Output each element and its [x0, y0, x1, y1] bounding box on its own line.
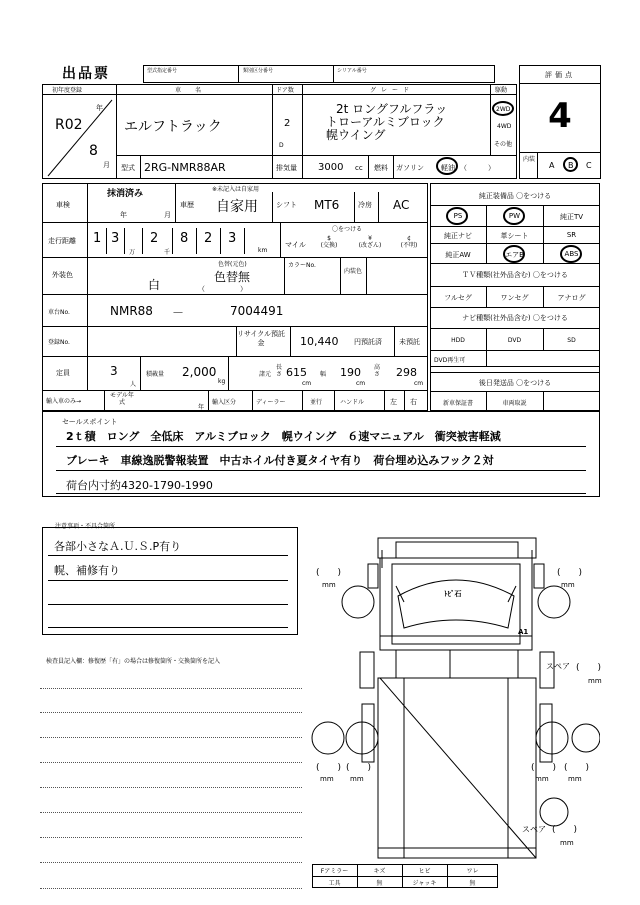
exterior-value: 白 — [148, 278, 161, 292]
mileage-sen: 千 — [164, 249, 171, 256]
mileage-digit-2: 3 — [111, 231, 120, 246]
repaint-label: 色替(元色) — [218, 261, 247, 268]
import-parallel: 並行 — [310, 399, 323, 406]
legend-jack: ジャッキ — [412, 880, 437, 887]
nav-title: ナビ種類(社外品含む) 〇をつける — [462, 314, 568, 322]
recycle-unpaid: 未預託 — [399, 338, 420, 346]
sales-label: セールスポイント — [62, 418, 118, 426]
width-label: 幅 — [320, 371, 327, 378]
class-label: 類別区分番号 — [243, 68, 274, 74]
repaint-value: 色替無 — [214, 270, 251, 284]
nav-dvd: DVD — [507, 337, 522, 344]
truck-diagram — [300, 528, 600, 868]
import-class-label: 輸入区分 — [212, 399, 237, 406]
rating-label: 評価点 — [545, 71, 575, 79]
spare-label-upper: スペア — [546, 662, 570, 671]
tv-title: ＴＶ種類(社外品含む) 〇をつける — [462, 271, 568, 279]
nav-sd: SD — [567, 337, 576, 344]
first-reg-year: R02 — [55, 117, 83, 133]
note-line-1: 各部小さなＡ.Ｕ.Ｓ.P有り — [54, 540, 182, 553]
interior-grade-c: C — [586, 161, 592, 170]
handle-right: 右 — [410, 398, 417, 406]
spare-mm-upper: mm — [588, 677, 602, 685]
vehicle-name: エルフトラック — [124, 119, 222, 135]
fuel-gasoline: ガソリン — [396, 164, 424, 172]
inspector-label: 検査員記入欄：修復歴「有」の場合は修復箇所・交換箇所を記入 — [46, 658, 221, 665]
chassis-dash: － — [172, 306, 185, 320]
legend-tools: 工具 — [328, 880, 341, 887]
tv-fullseg: フルセグ — [444, 294, 472, 302]
length-value: 615 — [286, 366, 307, 379]
mile-label: マイル — [285, 241, 306, 249]
mileage-digit-6: 3 — [228, 231, 237, 246]
height-label: 高さ — [374, 364, 381, 378]
inspection-status: 抹消済み — [107, 189, 144, 199]
drive-label: 駆動 — [495, 87, 508, 94]
rear-left-outer-mm: mm — [320, 775, 334, 783]
header-strip — [143, 65, 495, 83]
drive-other: その他 — [494, 141, 513, 148]
rear-right-outer-bracket: ( ) — [564, 763, 590, 773]
dvd-playback: DVD再生可 — [434, 357, 466, 364]
displacement-unit: cc — [355, 164, 363, 172]
shift-label: シフト — [276, 201, 297, 209]
mileage-digit-5: 2 — [204, 231, 213, 246]
name-label: 車名 — [175, 87, 216, 94]
inspection-month-unit: 月 — [164, 211, 171, 219]
width-unit: cm — [356, 380, 366, 387]
page-title: 出品票 — [62, 66, 110, 82]
recycle-amount: 10,440 — [300, 335, 339, 348]
mileage-label: 走行距離 — [48, 237, 76, 245]
model-year-label: モデル年式 — [110, 392, 134, 406]
mileage-digit-4: 8 — [180, 231, 189, 246]
model-code: 2RG-NMR88AR — [144, 161, 226, 174]
spare-label-lower: スペア — [522, 825, 546, 834]
sales-line-2: ブレーキ 車線逸脱警報装置 中古ホイル付き夏タイヤ有り 荷台埋め込みフック２対 — [66, 454, 494, 467]
equip-airbag-circle — [503, 245, 525, 263]
fuel-light-oil: 軽油 — [441, 164, 455, 172]
drive-2wd: 2WD — [496, 106, 511, 113]
capacity-label: 定員 — [56, 369, 70, 377]
interior-color-label: 内装色 — [344, 268, 363, 275]
chassis-prefix: NMR88 — [110, 304, 153, 318]
nav-hdd: HDD — [451, 337, 465, 344]
capacity-unit: 人 — [130, 381, 137, 388]
equip-pw: PW — [508, 212, 521, 220]
capacity-value: 3 — [110, 364, 118, 378]
fuel-circle — [436, 157, 458, 175]
spare-bracket-lower: ( ) — [552, 825, 578, 835]
equip-aw: 純正AW — [445, 251, 471, 259]
fuel-label: 燃料 — [374, 164, 388, 172]
handle-left: 左 — [390, 398, 397, 406]
fuel-paren: （ ） — [460, 164, 495, 172]
tv-oneseg: ワンセグ — [500, 294, 529, 302]
note-line-2: 幌、補修有り — [54, 564, 120, 577]
rear-left-outer-bracket: ( ) — [316, 763, 342, 773]
equip-navi: 純正ナビ — [444, 232, 472, 240]
recycle-label: リサイクル預託金 — [236, 330, 286, 347]
rear-right-inner-mm: mm — [535, 775, 549, 783]
equip-pw-circle — [503, 207, 525, 225]
rear-left-inner-mm: mm — [350, 775, 364, 783]
type-cert-label: 型式指定番号 — [147, 68, 178, 74]
history-label: 車歴 — [180, 201, 194, 209]
grade-label: グレード — [370, 87, 415, 94]
odo-tampered: ¥ (改ざん) — [358, 235, 382, 249]
rating-value: 4 — [548, 96, 572, 136]
inspection-year-unit: 年 — [120, 211, 127, 219]
inspection-label: 車検 — [56, 201, 70, 209]
load-unit: kg — [218, 378, 226, 385]
model-label: 型式 — [121, 164, 135, 172]
drive-4wd: 4WD — [497, 123, 512, 130]
grade-line-1: 2t ロングフルフラッ — [336, 102, 448, 116]
details-block — [42, 183, 428, 411]
front-right-mm: mm — [561, 581, 575, 589]
spare-mm-lower: mm — [560, 839, 574, 847]
height-value: 298 — [396, 366, 417, 379]
chassis-label: 車台No. — [48, 309, 70, 316]
month-unit: 月 — [103, 161, 110, 169]
legend-crack: ヒビ — [418, 868, 431, 875]
load-label: 積載量 — [146, 371, 165, 378]
interior-grade-circle — [563, 157, 578, 172]
legend-mirror: Fアミラー — [320, 868, 349, 875]
serial-label: シリアル番号 — [337, 68, 367, 74]
repaint-paren: （ ） — [198, 285, 247, 293]
interior-grade-a: A — [549, 161, 555, 170]
front-right-bracket: ( ) — [557, 568, 583, 578]
history-value: 自家用 — [216, 199, 258, 215]
legend-scratch: キズ — [373, 868, 386, 875]
mileage-unit: km — [258, 247, 268, 254]
exterior-label: 外装色 — [52, 271, 73, 279]
odo-unknown: ¢ (不明) — [400, 235, 418, 249]
odo-exchange: $ (交換) — [320, 235, 338, 249]
interior-label: 内装 — [523, 156, 536, 163]
chassis-number: 7004491 — [230, 304, 284, 318]
sales-line-3: 荷台内寸約4320-1790-1990 — [66, 479, 213, 492]
odo-circle-note: 〇をつける — [332, 226, 363, 233]
width-value: 190 — [340, 366, 361, 379]
sales-line-1: 2ｔ積 ロング 全低床 アルミブロック 幌ウイング ６速マニュアル 衝突被害軽減 — [66, 430, 501, 443]
mileage-digit-1: 1 — [93, 231, 102, 246]
year-unit: 年 — [96, 104, 103, 112]
windshield-chip-mark: ﾄﾋﾞ石 — [444, 590, 462, 598]
legend-tools-value: 無 — [376, 880, 383, 887]
import-dealer: ディーラー — [256, 399, 286, 406]
equip-leather: 革シート — [500, 232, 529, 240]
spare-bracket-upper: ( ) — [576, 663, 602, 673]
recycle-paid: 円預託済 — [354, 338, 382, 346]
doors-label: ドア数 — [276, 87, 294, 94]
mileage-digit-3: 2 — [150, 231, 159, 246]
vehicle-manual: 車両取説 — [502, 400, 527, 407]
shift-value: MT6 — [314, 198, 340, 212]
displacement-label: 排気量 — [276, 164, 297, 172]
drive-2wd-circle — [492, 101, 514, 116]
color-no-label: カラーNo. — [288, 262, 316, 269]
model-year-unit: 年 — [198, 404, 205, 411]
unregistered-note: ※未記入は自家用 — [212, 186, 260, 193]
equip-tv: 純正TV — [559, 213, 584, 221]
interior-grade-b: B — [568, 161, 574, 170]
first-reg-month: 8 — [89, 143, 98, 159]
legend-break: ワレ — [466, 868, 479, 875]
equip-ps-circle — [446, 207, 468, 225]
aftermarket-title: 後日発送品 〇をつける — [478, 379, 552, 387]
reg-no-label: 登録No. — [48, 339, 70, 346]
height-unit: cm — [414, 380, 424, 387]
first-reg-label: 初年度登録 — [52, 87, 83, 94]
notes-label: 注意事項・不具合箇所 — [55, 523, 116, 530]
grade-line-2: トローアルミブロック — [326, 115, 445, 129]
tv-analog: アナログ — [557, 294, 586, 302]
load-value: 2,000 — [182, 365, 217, 379]
rear-right-outer-mm: mm — [568, 775, 582, 783]
legend-jack-value: 無 — [469, 880, 476, 887]
rear-damage-mark: A1 — [518, 628, 529, 636]
spec-label: 諸元 — [259, 371, 272, 378]
front-left-mm: mm — [322, 581, 336, 589]
equipment-title: 純正装備品 〇をつける — [478, 192, 552, 200]
equip-sr: SR — [566, 231, 577, 239]
door-count: 2 — [284, 118, 291, 129]
grade-line-3: 幌ウイング — [326, 128, 386, 142]
length-label: 長さ — [276, 364, 283, 378]
length-unit: cm — [302, 380, 312, 387]
rear-right-inner-bracket: ( ) — [531, 763, 557, 773]
new-car-warranty: 新車保証書 — [442, 400, 473, 407]
import-label: 輸入車のみ→ — [46, 398, 82, 405]
rear-left-inner-bracket: ( ) — [346, 763, 372, 773]
equip-airbag: エアB — [505, 251, 524, 259]
equip-ps: PS — [453, 212, 463, 220]
door-unit: D — [279, 142, 284, 149]
handle-label: ハンドル — [340, 399, 365, 406]
mileage-man: 万 — [129, 249, 136, 256]
cooling-label: 冷房 — [358, 201, 372, 209]
displacement-value: 3000 — [318, 162, 344, 173]
equip-abs-circle — [560, 245, 582, 263]
equip-abs: ABS — [564, 250, 579, 258]
cooling-value: AC — [393, 198, 410, 212]
front-left-bracket: ( ) — [316, 568, 342, 578]
